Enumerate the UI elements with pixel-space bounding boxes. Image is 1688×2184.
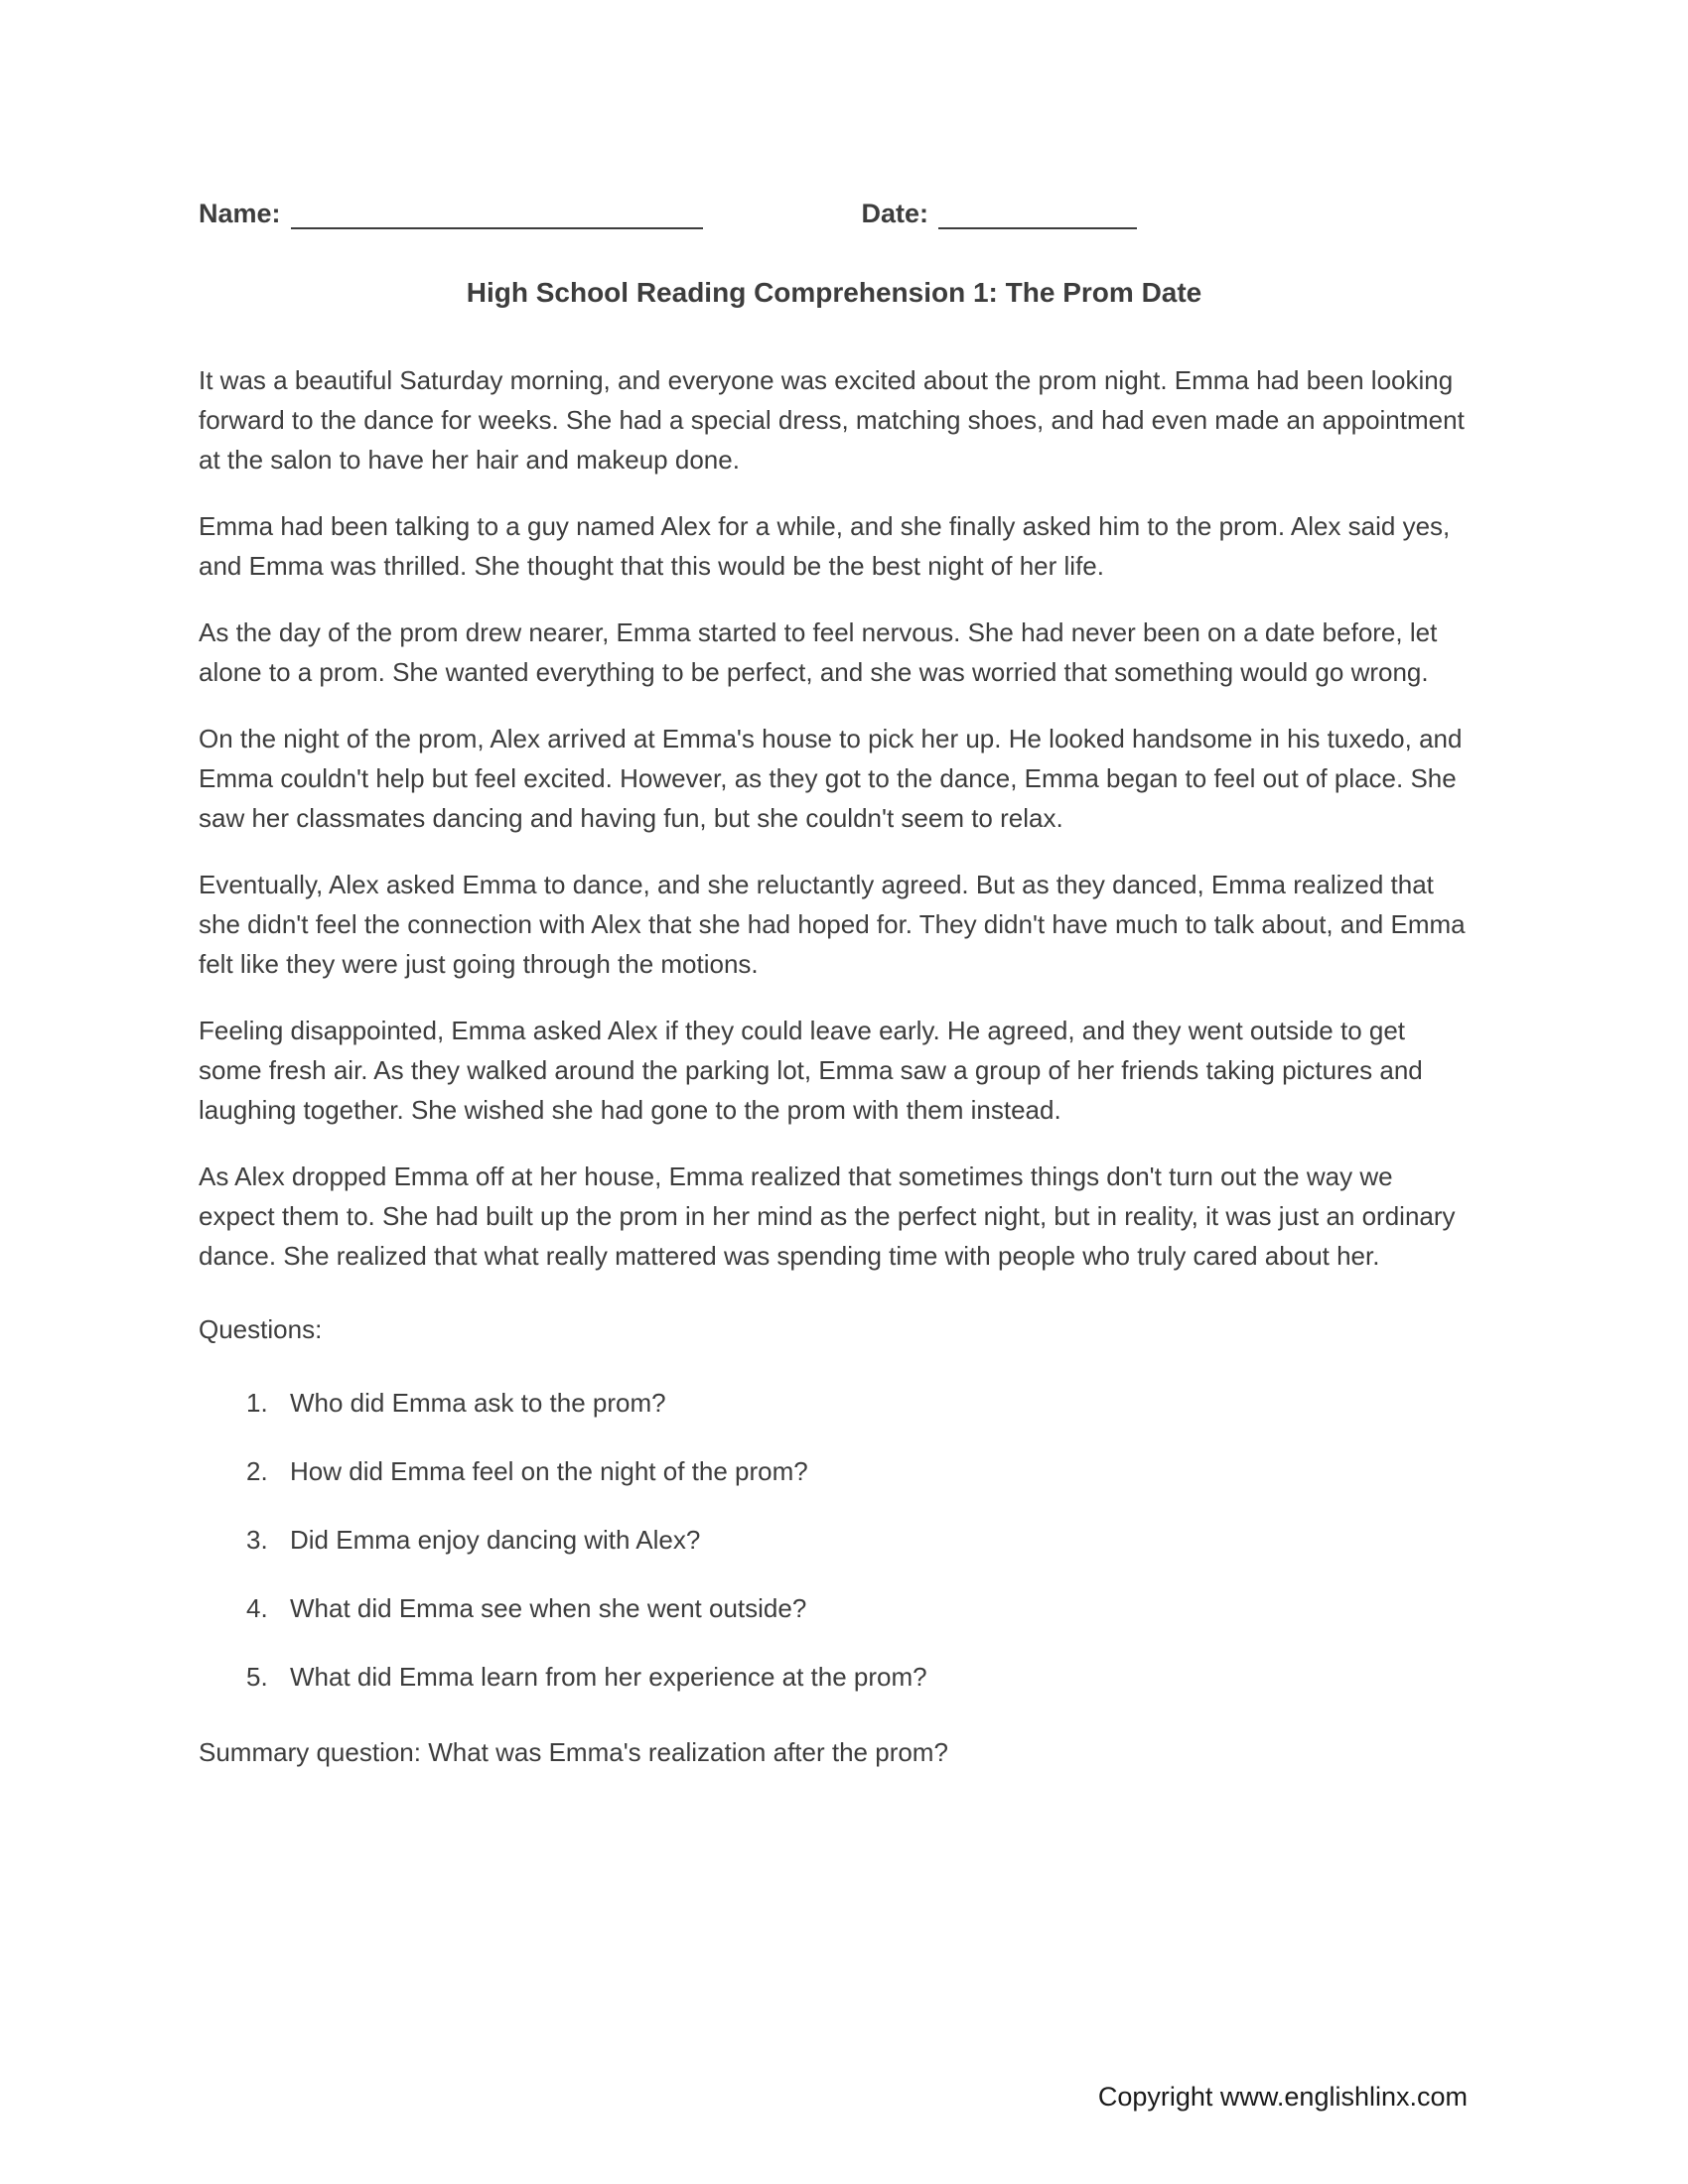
story-paragraph: Feeling disappointed, Emma asked Alex if they could leave early. He agreed, and they went outside to get some fresh air. As they walked around the parking lot, Emma saw a group of her friends taking pictures and laughing together. She wished she had gone to the prom with them instead. — [199, 1016, 1423, 1125]
question-text: What did Emma see when she went outside? — [290, 1593, 807, 1623]
question-item — [246, 1657, 1470, 1697]
question-number: 2. — [246, 1456, 268, 1486]
question-text: What did Emma learn from her experience at the prom? — [290, 1662, 927, 1692]
question-text: How did Emma feel on the night of the prom? — [290, 1456, 808, 1486]
story-paragraph: As the day of the prom drew nearer, Emma started to feel nervous. She had never been on a date before, let alone to a prom. She wanted everything to be perfect, and she was worried that something would go wrong. — [199, 617, 1438, 687]
question-text: Did Emma enjoy dancing with Alex? — [290, 1525, 701, 1555]
summary-question: Summary question: What was Emma's realization after the prom? — [199, 1737, 948, 1767]
question-number: 3. — [246, 1525, 268, 1555]
question-number: 5. — [246, 1662, 268, 1692]
page-title: High School Reading Comprehension 1: The Prom Date — [466, 277, 1202, 308]
question-item — [246, 1520, 1470, 1560]
date-blank-line — [938, 204, 1137, 229]
question-number: 4. — [246, 1593, 268, 1623]
story-paragraph: Eventually, Alex asked Emma to dance, and she reluctantly agreed. But as they danced, Emma realized that she didn't feel the connection with Alex that she had hoped for. They didn't have much to talk about, and Emma felt like they were just going through the motions. — [199, 870, 1466, 979]
question-item — [246, 1588, 1470, 1628]
story-paragraph: It was a beautiful Saturday morning, and everyone was excited about the prom night. Emma had been looking forward to the dance for weeks. She had a special dress, matching shoes, and had even made an appointment at the salon to have her hair and makeup done. — [199, 365, 1465, 475]
name-label: Name: — [199, 199, 281, 228]
story-paragraph: On the night of the prom, Alex arrived at Emma's house to pick her up. He looked handsome in his tuxedo, and Emma couldn't help but feel excited. However, as they got to the dance, Emma began to feel out of place. She saw her classmates dancing and having fun, but she couldn't seem to relax. — [199, 724, 1463, 833]
worksheet-content — [199, 199, 1470, 1772]
name-field-group — [199, 199, 703, 229]
question-item — [246, 1383, 1470, 1423]
header-row — [199, 199, 1470, 229]
question-number: 1. — [246, 1388, 268, 1418]
date-label: Date: — [861, 199, 929, 228]
story-paragraph: Emma had been talking to a guy named Alex for a while, and she finally asked him to the prom. Alex said yes, and Emma was thrilled. She thought that this would be the best night of her life. — [199, 511, 1451, 581]
question-text: Who did Emma ask to the prom? — [290, 1388, 666, 1418]
question-item — [246, 1451, 1470, 1491]
date-field-group — [862, 199, 1138, 229]
name-blank-line — [291, 204, 703, 229]
copyright-footer: Copyright www.englishlinx.com — [1097, 2082, 1468, 2112]
story-paragraph: As Alex dropped Emma off at her house, Emma realized that sometimes things don't turn out the way we expect them to. She had built up the prom in her mind as the perfect night, but in reality, it was just an ordinary dance. She realized that what really mattered was spending time with people who truly cared about her. — [199, 1161, 1456, 1271]
questions-heading: Questions: — [199, 1314, 323, 1344]
